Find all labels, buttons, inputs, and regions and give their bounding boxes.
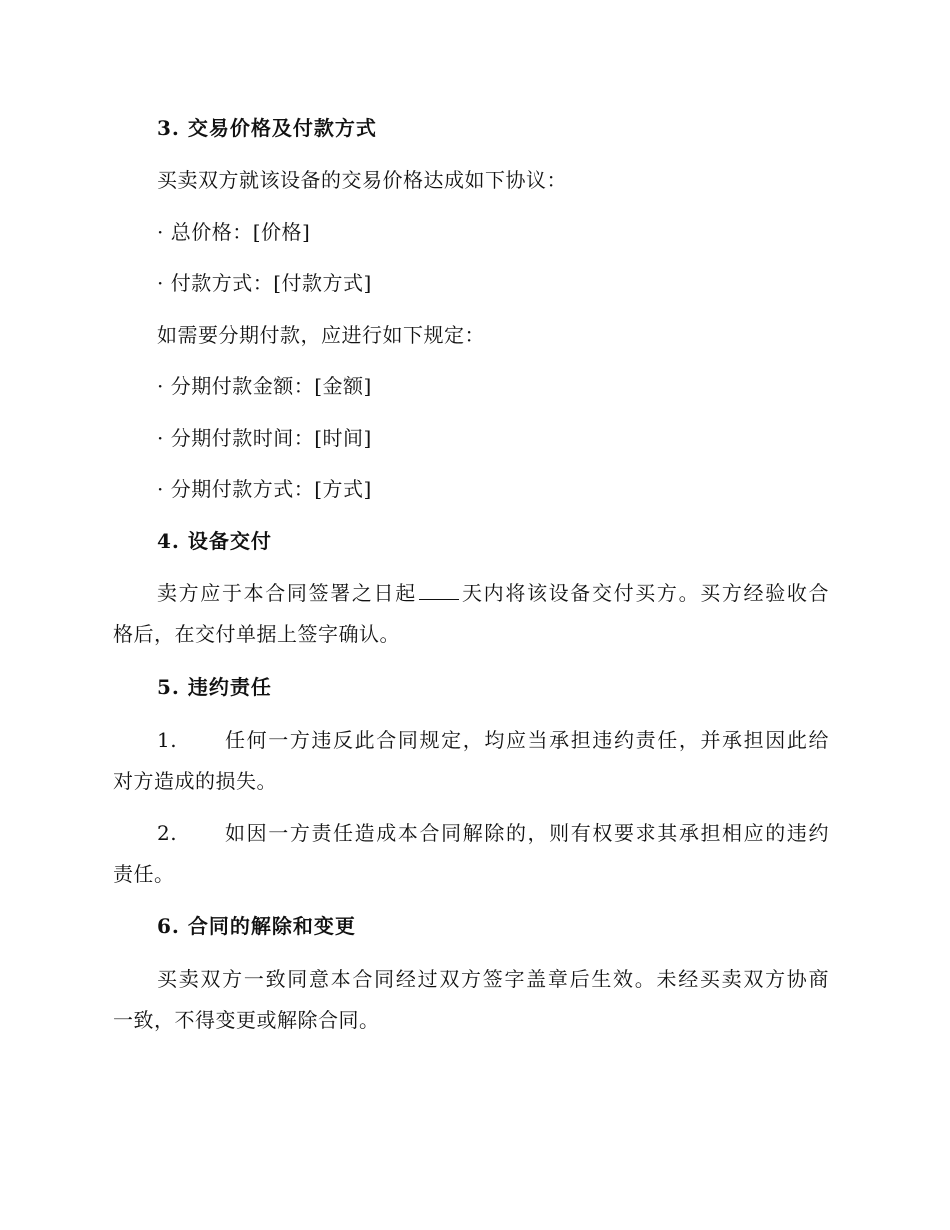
section-5-item-1-line1 bbox=[157, 727, 829, 753]
installment-intro: 如需要分期付款，应进行如下规定： bbox=[157, 323, 485, 347]
section-5-item-2-line2: 责任。 bbox=[113, 862, 175, 886]
installment-method-item: · 分期付款方式：[方式] bbox=[157, 477, 372, 501]
section-4-text-after-blank: 天内将该设备交付买方。买方经验收合 bbox=[460, 581, 830, 605]
section-5-item-1-line2: 对方造成的损失。 bbox=[113, 769, 277, 793]
section-5-heading: 5. 违约责任 bbox=[157, 675, 272, 699]
total-price-item: · 总价格：[价格] bbox=[157, 220, 311, 244]
section-5-item-1-text: 任何一方违反此合同规定，均应当承担违约责任，并承担因此给 bbox=[225, 728, 829, 752]
section-4-paragraph-line2: 格后，在交付单据上签字确认。 bbox=[113, 622, 400, 646]
section-5-item-1-number: 1. bbox=[157, 728, 178, 752]
section-3-intro: 买卖双方就该设备的交易价格达成如下协议： bbox=[157, 168, 567, 192]
section-5-item-2-text: 如因一方责任造成本合同解除的，则有权要求其承担相应的违约 bbox=[225, 821, 829, 845]
section-5-item-2-line1 bbox=[157, 820, 829, 846]
section-6-paragraph-line2: 一致，不得变更或解除合同。 bbox=[113, 1008, 380, 1032]
payment-method-item: · 付款方式：[付款方式] bbox=[157, 271, 372, 295]
section-6-paragraph-line1: 买卖双方一致同意本合同经过双方签字盖章后生效。未经买卖双方协商 bbox=[157, 967, 829, 991]
days-blank bbox=[419, 581, 459, 600]
section-4-heading: 4. 设备交付 bbox=[157, 529, 272, 553]
section-4-text-before-blank: 卖方应于本合同签署之日起 bbox=[157, 581, 417, 605]
installment-time-item: · 分期付款时间：[时间] bbox=[157, 426, 372, 450]
section-6-heading: 6. 合同的解除和变更 bbox=[157, 914, 356, 938]
section-5-item-2-number: 2. bbox=[157, 821, 178, 845]
section-3-heading: 3. 交易价格及付款方式 bbox=[157, 116, 377, 140]
section-4-paragraph-line1 bbox=[157, 580, 829, 606]
installment-amount-item: · 分期付款金额：[金额] bbox=[157, 374, 372, 398]
